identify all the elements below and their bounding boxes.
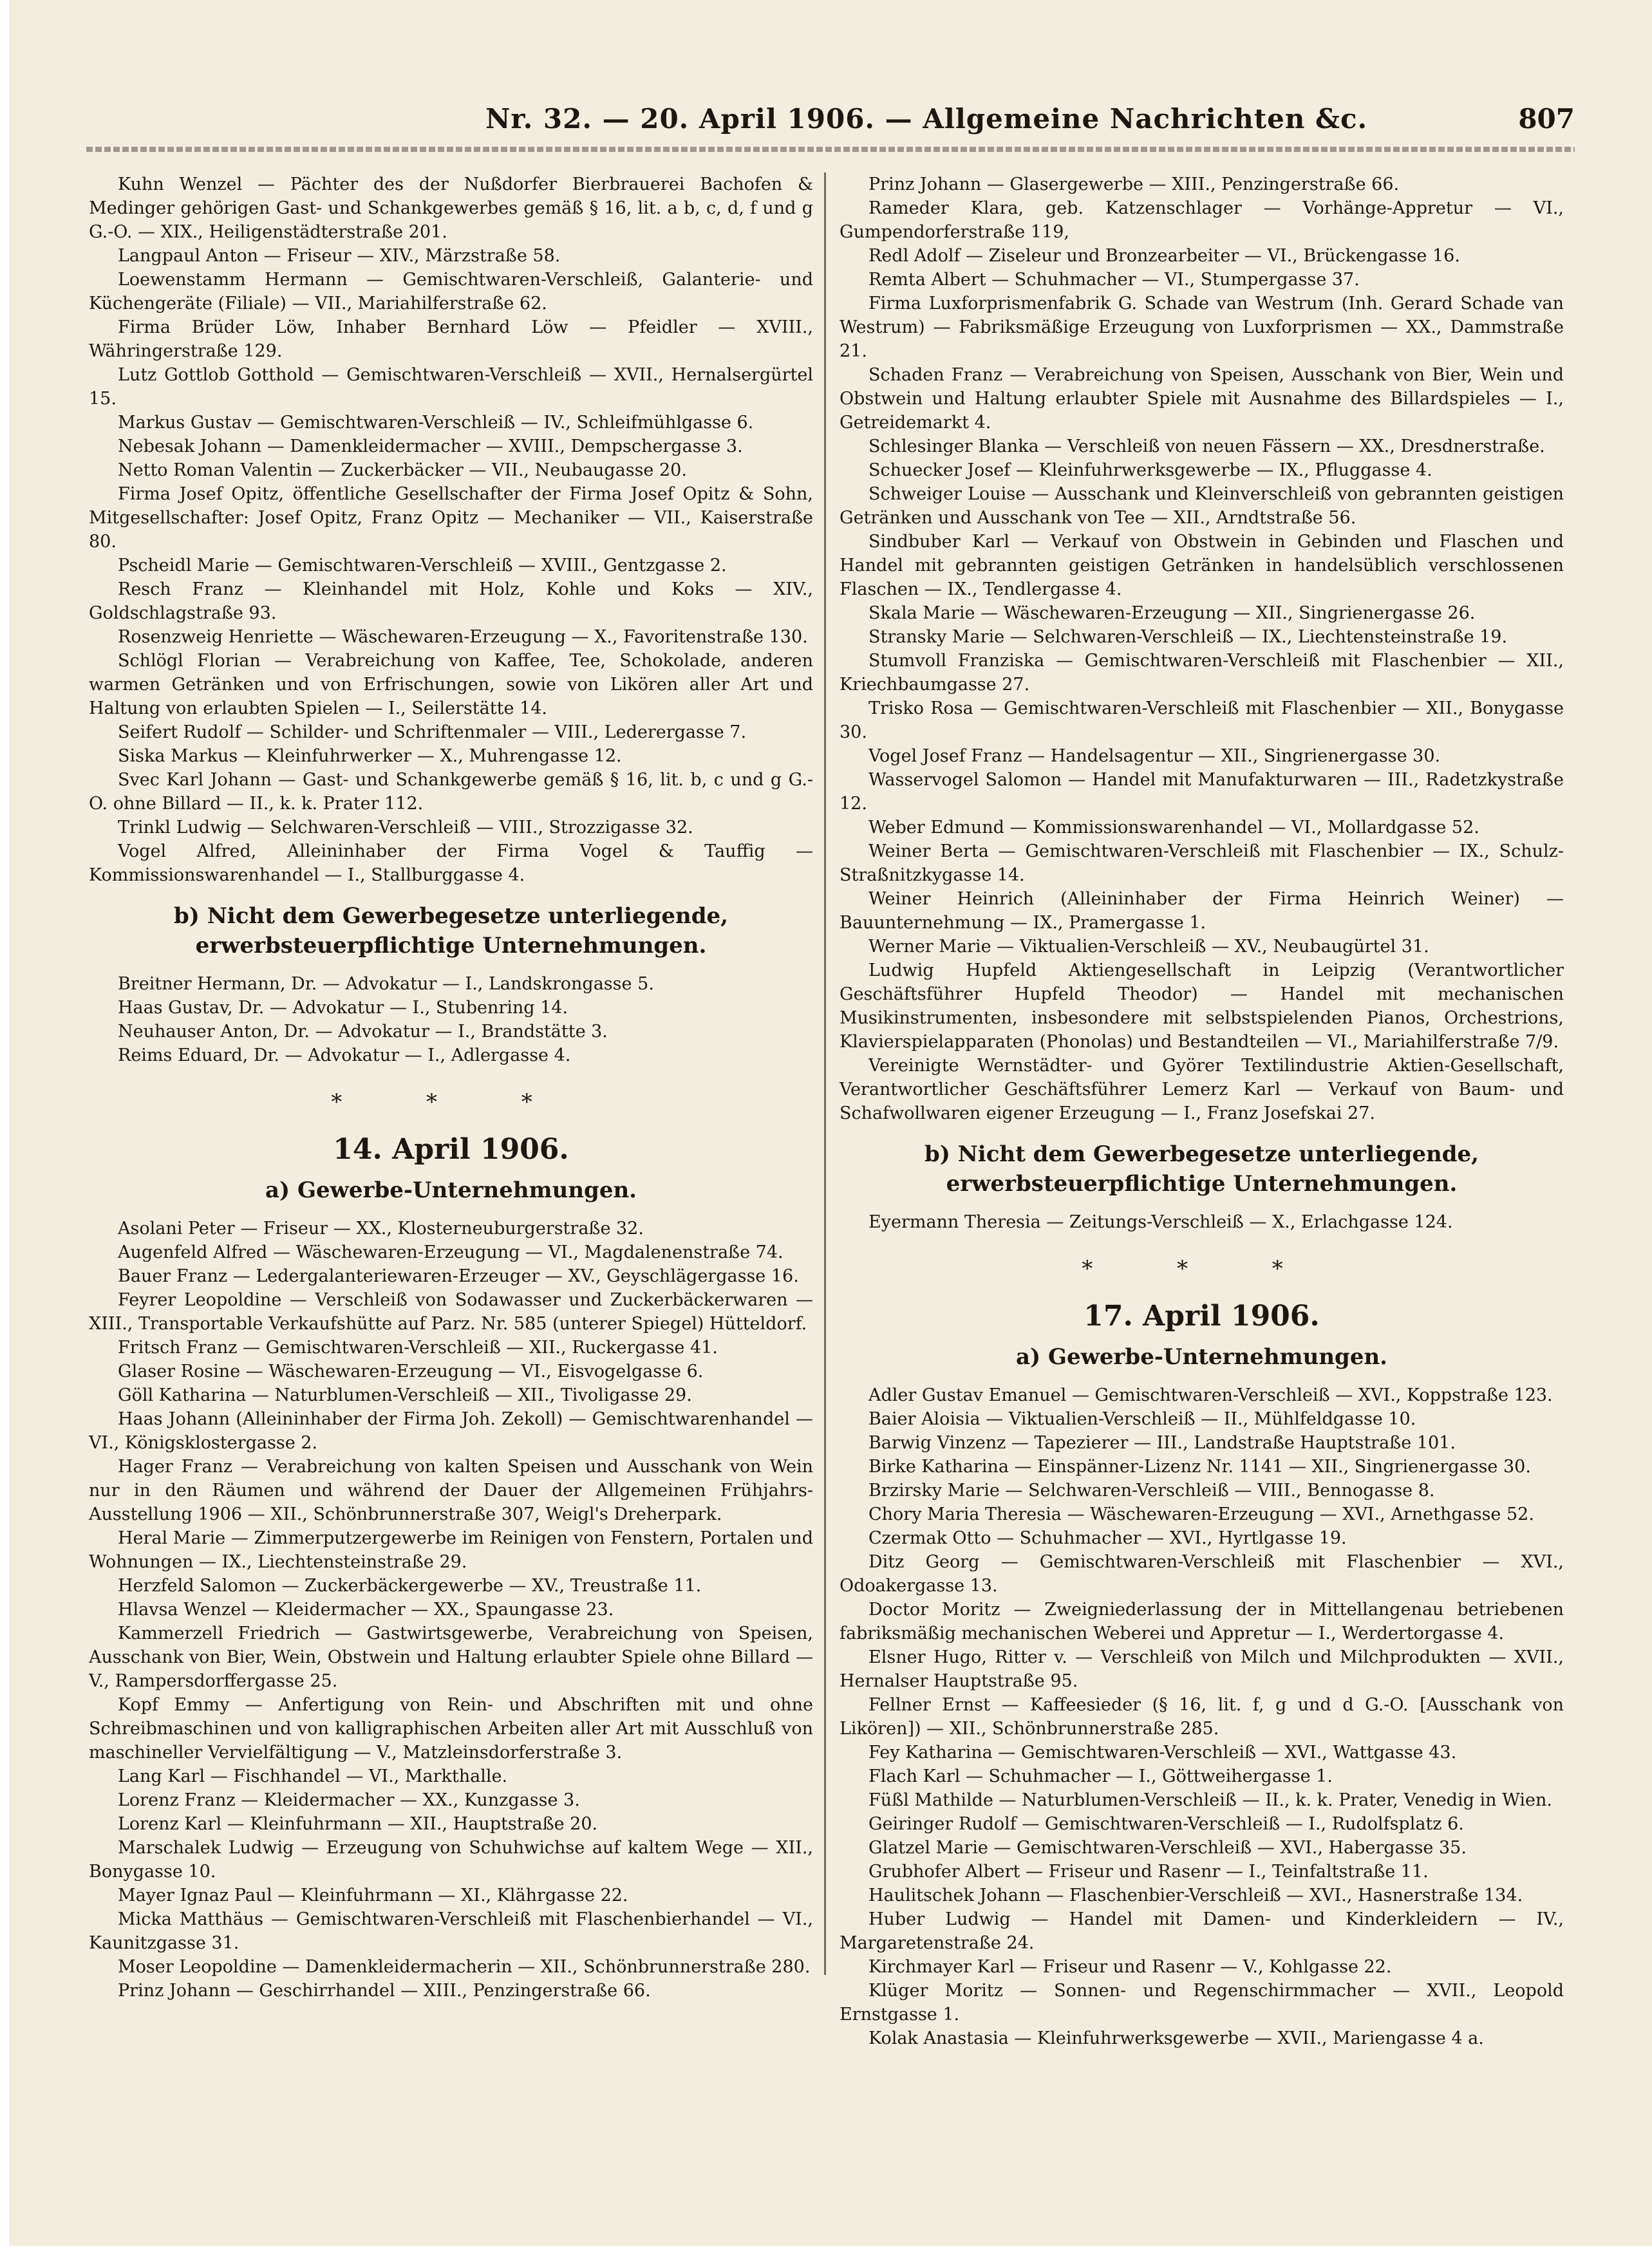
list-entry: Schlögl Florian — Verabreichung von Kaffee, Tee, Schokolade, anderen warmen Getränken und von Erfrischungen, sowie von Likören aller Art und Haltung von erlaubten Spielen — I., Seilerstätte 14. [89, 651, 813, 718]
list-entry: Weber Edmund — Kommissionswarenhandel — VI., Mollardgasse 52. [868, 818, 1479, 838]
list-entry: Neuhauser Anton, Dr. — Advokatur — I., Brandstätte 3. [118, 1022, 608, 1042]
list-entry: Moser Leopoldine — Damenkleidermacherin — XII., Schönbrunnerstraße 280. [118, 1957, 811, 1977]
list-entry: Bauer Franz — Ledergalanteriewaren-Erzeuger — XV., Geyschlägergasse 16. [118, 1266, 799, 1286]
right-entries-2 [840, 1210, 1564, 1234]
list-entry: Schaden Franz — Verabreichung von Speisen, Ausschank von Bier, Wein und Obstwein und Haltung erlaubter Spiele mit Ausnahme des Billardspieles — I., Getreidemarkt 4. [840, 365, 1564, 433]
list-entry: Lorenz Karl — Kleinfuhrmann — XII., Hauptstraße 20. [118, 1814, 598, 1834]
list-entry: Siska Markus — Kleinfuhrwerker — X., Muhrengasse 12. [118, 746, 622, 766]
list-entry: Reims Eduard, Dr. — Advokatur — I., Adlergasse 4. [118, 1045, 571, 1065]
list-entry: Lutz Gottlob Gotthold — Gemischtwaren-Verschleiß — XVII., Hernalsergürtel 15. [89, 365, 813, 409]
list-entry: Geiringer Rudolf — Gemischtwaren-Verschleiß — I., Rudolfsplatz 6. [868, 1814, 1464, 1834]
list-entry: Kopf Emmy — Anfertigung von Rein- und Abschriften mit und ohne Schreibmaschinen und von kalligraphischen Arbeiten aller Art mit Ausschluß von maschineller Vervielfältigung — V., Matzleinsdorferstraße 3. [89, 1695, 813, 1763]
right-entries-1 [840, 173, 1564, 1125]
page-number: 807 [1518, 103, 1575, 135]
left-section-b-title: b) Nicht dem Gewerbegesetze unterliegende, erwerbsteuerpflichtige Unternehmungen. [174, 903, 728, 959]
list-entry: Vogel Josef Franz — Handelsagentur — XII., Singrienergasse 30. [868, 746, 1441, 766]
list-entry: Pscheidl Marie — Gemischtwaren-Verschleiß — XVIII., Gentzgasse 2. [118, 556, 727, 576]
list-entry: Chory Maria Theresia — Wäschewaren-Erzeugung — XVI., Arnethgasse 52. [868, 1504, 1534, 1524]
list-entry: Grubhofer Albert — Friseur und Rasenr — I., Teinfaltstraße 11. [868, 1862, 1429, 1882]
list-entry: Firma Josef Opitz, öffentliche Gesellschafter der Firma Josef Opitz & Sohn, Mitgesellschafter: Josef Opitz, Franz Opitz — Mechaniker — VII., Kaiserstraße 80. [89, 484, 813, 552]
list-entry: Schlesinger Blanka — Verschleiß von neuen Fässern — XX., Dresdnerstraße. [868, 436, 1545, 456]
list-entry: Lang Karl — Fischhandel — VI., Markthalle. [118, 1766, 508, 1786]
list-entry: Mayer Ignaz Paul — Kleinfuhrmann — XI., Klährgasse 22. [118, 1886, 628, 1905]
list-entry: Haas Johann (Alleininhaber der Firma Joh. Zekoll) — Gemischtwarenhandel — VI., Königsklostergasse 2. [89, 1409, 813, 1453]
list-entry: Brzirsky Marie — Selchwaren-Verschleiß — VIII., Bennogasse 8. [868, 1481, 1435, 1501]
left-entries-3 [89, 1217, 813, 2003]
list-entry: Firma Luxforprismenfabrik G. Schade van Westrum (Inh. Gerard Schade van Westrum) — Fabriksmäßige Erzeugung von Luxforprismen — XX., Dammstraße 21. [840, 294, 1564, 361]
list-entry: Haulitschek Johann — Flaschenbier-Verschleiß — XVI., Hasnerstraße 134. [868, 1886, 1523, 1905]
header-title: Nr. 32. — 20. April 1906. — Allgemeine Nachrichten &c. [485, 103, 1368, 135]
list-entry: Kirchmayer Karl — Friseur und Rasenr — V., Kohlgasse 22. [868, 1957, 1392, 1977]
list-entry: Augenfeld Alfred — Wäschewaren-Erzeugung — VI., Magdalenenstraße 74. [118, 1242, 784, 1262]
list-entry: Czermak Otto — Schuhmacher — XVI., Hyrtlgasse 19. [868, 1528, 1347, 1548]
list-entry: Göll Katharina — Naturblumen-Verschleiß — XII., Tivoligasse 29. [118, 1385, 692, 1405]
list-entry: Ditz Georg — Gemischtwaren-Verschleiß mit Flaschenbier — XVI., Odoakergasse 13. [840, 1552, 1564, 1596]
list-entry: Resch Franz — Kleinhandel mit Holz, Kohle und Koks — XIV., Goldschlagstraße 93. [89, 579, 813, 623]
list-entry: Hager Franz — Verabreichung von kalten Speisen und Ausschank von Wein nur in den Räumen und während der Dauer der Allgemeinen Frühjahrs-Ausstellung 1906 — XII., Schönbrunnerstraße 307, Weigl's Dreherpark. [89, 1457, 813, 1524]
list-entry: Ludwig Hupfeld Aktiengesellschaft in Leipzig (Verantwortlicher Geschäftsführer Hupfeld Theodor) — Handel mit mechanischen Musikinstrumenten, insbesondere mit selbstspielenden Pianos, Orchestrions, Klavierspielapparaten (Phonolas) und Bestandteilen — VI., Mariahilferstraße 7/9. [840, 960, 1564, 1052]
list-entry: Trisko Rosa — Gemischtwaren-Verschleiß mit Flaschenbier — XII., Bonygasse 30. [840, 698, 1564, 742]
list-entry: Kuhn Wenzel — Pächter des der Nußdorfer Bierbrauerei Bachofen & Medinger gehörigen Gast- und Schankgewerbes gemäß § 16, lit. a b, c, d, f und g G.-O. — XIX., Heiligenstädterstraße 201. [89, 174, 813, 242]
list-entry: Loewenstamm Hermann — Gemischtwaren-Verschleiß, Galanterie- und Küchengeräte (Filiale) — VII., Mariahilferstraße 62. [89, 270, 813, 314]
right-entries-3 [840, 1383, 1564, 2050]
left-stars-divider: * * * [331, 1089, 571, 1115]
list-entry: Elsner Hugo, Ritter v. — Verschleiß von Milch und Milchprodukten — XVII., Hernalser Hauptstraße 95. [840, 1647, 1564, 1691]
list-entry: Kammerzell Friedrich — Gastwirtsgewerbe, Verabreichung von Speisen, Ausschank von Bier, Wein, Obstwein und Haltung erlaubter Spiele ohne Billard — V., Rampersdorffergasse 25. [89, 1624, 813, 1691]
list-entry: Glaser Rosine — Wäschewaren-Erzeugung — VI., Eisvogelgasse 6. [118, 1362, 704, 1381]
list-entry: Feyrer Leopoldine — Verschleiß von Sodawasser und Zuckerbäckerwaren — XIII., Transportable Verkaufshütte auf Parz. Nr. 585 (unterer Spiegel) Hütteldorf. [89, 1290, 813, 1334]
list-entry: Skala Marie — Wäschewaren-Erzeugung — XII., Singrienergasse 26. [868, 603, 1476, 623]
list-entry: Heral Marie — Zimmerputzergewerbe im Reinigen von Fenstern, Portalen und Wohnungen — IX., Liechtensteinstraße 29. [89, 1528, 813, 1572]
list-entry: Fey Katharina — Gemischtwaren-Verschleiß — XVI., Wattgasse 43. [868, 1743, 1457, 1763]
list-entry: Stransky Marie — Selchwaren-Verschleiß — IX., Liechtensteinstraße 19. [868, 627, 1508, 647]
left-column [89, 173, 813, 2003]
right-section-a-title: a) Gewerbe-Unternehmungen. [1015, 1344, 1388, 1370]
left-entries-2 [89, 972, 813, 1067]
list-entry: Herzfeld Salomon — Zuckerbäckergewerbe — XV., Treustraße 11. [118, 1576, 702, 1596]
list-entry: Asolani Peter — Friseur — XX., Klosterneuburgerstraße 32. [118, 1219, 644, 1239]
list-entry: Markus Gustav — Gemischtwaren-Verschleiß — IV., Schleifmühlgasse 6. [118, 413, 754, 433]
list-entry: Sindbuber Karl — Verkauf von Obstwein in Gebinden und Flaschen und Handel mit gebrannten geistigen Getränken in handelsüblich verschlossenen Flaschen — IX., Tendlergasse 4. [840, 532, 1564, 599]
left-section-a-title: a) Gewerbe-Unternehmungen. [265, 1177, 637, 1203]
list-entry: Lorenz Franz — Kleidermacher — XX., Kunzgasse 3. [118, 1790, 580, 1810]
list-entry: Langpaul Anton — Friseur — XIV., Märzstraße 58. [118, 246, 561, 266]
list-entry: Flach Karl — Schuhmacher — I., Göttweihergasse 1. [868, 1766, 1333, 1786]
list-entry: Fellner Ernst — Kaffeesieder (§ 16, lit. f, g und d G.-O. [Ausschank von Likören]) — XII., Schönbrunnerstraße 285. [840, 1695, 1564, 1739]
right-section-b-title: b) Nicht dem Gewerbegesetze unterliegende, erwerbsteuerpflichtige Unternehmungen. [925, 1141, 1479, 1197]
page-header [86, 97, 1575, 135]
list-entry: Doctor Moritz — Zweigniederlassung der in Mittellangenau betriebenen fabriksmäßig mechanischen Weberei und Appretur — I., Werdertorgasse 4. [840, 1600, 1564, 1643]
left-date-title: 14. April 1906. [333, 1133, 569, 1166]
list-entry: Schweiger Louise — Ausschank und Kleinverschleiß von gebrannten geistigen Getränken und Ausschank von Tee — XII., Arndtstraße 56. [840, 484, 1564, 528]
list-entry: Weiner Berta — Gemischtwaren-Verschleiß mit Flaschenbier — IX., Schulz-Straßnitzkygasse 14. [840, 841, 1564, 885]
list-entry: Firma Brüder Löw, Inhaber Bernhard Löw — Pfeidler — XVIII., Währingerstraße 129. [89, 317, 813, 361]
right-column [840, 173, 1564, 2050]
list-entry: Eyermann Theresia — Zeitungs-Verschleiß — X., Erlachgasse 124. [868, 1212, 1453, 1232]
list-entry: Birke Katharina — Einspänner-Lizenz Nr. 1141 — XII., Singrienergasse 30. [868, 1457, 1531, 1477]
list-entry: Prinz Johann — Geschirrhandel — XIII., Penzingerstraße 66. [118, 1981, 651, 2001]
list-entry: Fritsch Franz — Gemischtwaren-Verschleiß — XII., Ruckergasse 41. [118, 1338, 718, 1358]
list-entry: Micka Matthäus — Gemischtwaren-Verschleiß mit Flaschenbierhandel — VI., Kaunitzgasse 31. [89, 1909, 813, 1953]
list-entry: Vereinigte Wernstädter- und Györer Textilindustrie Aktien-Gesellschaft, Verantwortlicher Geschäftsführer Lemerz Karl — Verkauf von Baum- und Schafwollwaren eigener Erzeugung — I., Franz Josefskai 27. [840, 1056, 1564, 1123]
header-rule [86, 147, 1575, 152]
list-entry: Klüger Moritz — Sonnen- und Regenschirmmacher — XVII., Leopold Ernstgasse 1. [840, 1981, 1564, 2025]
list-entry: Weiner Heinrich (Alleininhaber der Firma Heinrich Weiner) — Bauunternehmung — IX., Pramergasse 1. [840, 889, 1564, 933]
list-entry: Nebesak Johann — Damenkleidermacher — XVIII., Dempschergasse 3. [118, 436, 743, 456]
list-entry: Stumvoll Franziska — Gemischtwaren-Verschleiß mit Flaschenbier — XII., Kriechbaumgasse 27. [840, 651, 1564, 695]
list-entry: Rosenzweig Henriette — Wäschewaren-Erzeugung — X., Favoritenstraße 130. [118, 627, 808, 647]
list-entry: Redl Adolf — Ziseleur und Bronzearbeiter — VI., Brückengasse 16. [868, 246, 1460, 266]
list-entry: Schuecker Josef — Kleinfuhrwerksgewerbe — IX., Pfluggasse 4. [868, 460, 1432, 480]
list-entry: Trinkl Ludwig — Selchwaren-Verschleiß — VIII., Strozzigasse 32. [118, 818, 693, 838]
list-entry: Haas Gustav, Dr. — Advokatur — I., Stubenring 14. [118, 998, 568, 1018]
list-entry: Marschalek Ludwig — Erzeugung von Schuhwichse auf kaltem Wege — XII., Bonygasse 10. [89, 1838, 813, 1882]
right-stars-divider: * * * [1082, 1256, 1322, 1282]
list-entry: Rameder Klara, geb. Katzenschlager — Vorhänge-Appretur — VI., Gumpendorferstraße 119, [840, 198, 1564, 242]
left-entries-1 [89, 173, 813, 887]
list-entry: Glatzel Marie — Gemischtwaren-Verschleiß — XVI., Habergasse 35. [868, 1838, 1467, 1858]
right-date-title: 17. April 1906. [1084, 1300, 1320, 1333]
list-entry: Remta Albert — Schuhmacher — VI., Stumpergasse 37. [868, 270, 1360, 290]
list-entry: Kolak Anastasia — Kleinfuhrwerksgewerbe — XVII., Mariengasse 4 a. [868, 2028, 1484, 2048]
list-entry: Wasservogel Salomon — Handel mit Manufakturwaren — III., Radetzkystraße 12. [840, 770, 1564, 814]
column-divider [824, 173, 826, 1975]
list-entry: Svec Karl Johann — Gast- und Schankgewerbe gemäß § 16, lit. b, c und g G.-O. ohne Billard — II., k. k. Prater 112. [89, 770, 813, 814]
list-entry: Barwig Vinzenz — Tapezierer — III., Landstraße Hauptstraße 101. [868, 1433, 1456, 1453]
list-entry: Adler Gustav Emanuel — Gemischtwaren-Verschleiß — XVI., Koppstraße 123. [868, 1385, 1553, 1405]
list-entry: Vogel Alfred, Alleininhaber der Firma Vogel & Tauffig — Kommissionswarenhandel — I., Stallburggasse 4. [89, 841, 813, 885]
list-entry: Hlavsa Wenzel — Kleidermacher — XX., Spaungasse 23. [118, 1600, 614, 1620]
list-entry: Seifert Rudolf — Schilder- und Schriftenmaler — VIII., Lederergasse 7. [118, 722, 747, 742]
list-entry: Baier Aloisia — Viktualien-Verschleiß — II., Mühlfeldgasse 10. [868, 1409, 1416, 1429]
list-entry: Werner Marie — Viktualien-Verschleiß — XV., Neubaugürtel 31. [868, 937, 1429, 957]
list-entry: Breitner Hermann, Dr. — Advokatur — I., Landskrongasse 5. [118, 974, 654, 994]
list-entry: Huber Ludwig — Handel mit Damen- und Kinderkleidern — IV., Margaretenstraße 24. [840, 1909, 1564, 1953]
list-entry: Netto Roman Valentin — Zuckerbäcker — VII., Neubaugasse 20. [118, 460, 687, 480]
list-entry: Prinz Johann — Glasergewerbe — XIII., Penzingerstraße 66. [868, 174, 1400, 194]
list-entry: Füßl Mathilde — Naturblumen-Verschleiß — II., k. k. Prater, Venedig in Wien. [868, 1790, 1552, 1810]
